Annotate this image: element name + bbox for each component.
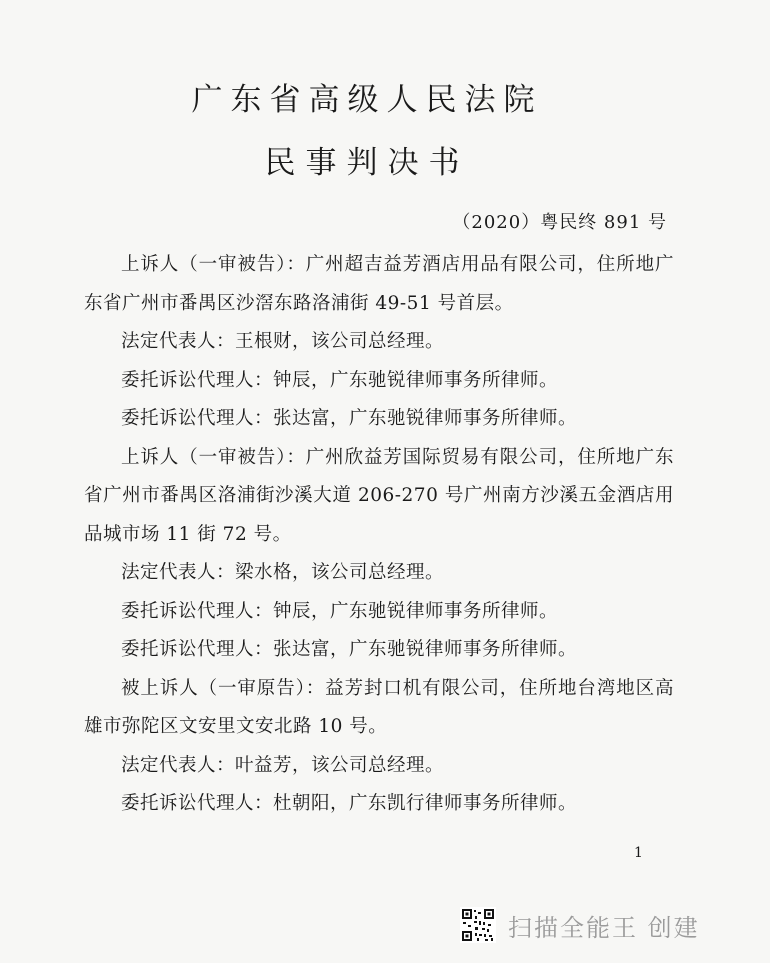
paragraph-agent-3: 委托诉讼代理人：杜朝阳，广东凯行律师事务所律师。 bbox=[121, 793, 578, 814]
paragraph-agent-2a: 委托诉讼代理人：钟辰，广东驰锐律师事务所律师。 bbox=[121, 600, 559, 622]
paragraph-appellant-2: 上诉人（一审被告）：广州欣益芳国际贸易有限公司，住所地广东省广州市番禺区洛浦街沙溪大道 206-270 号广州南方沙溪五金酒店用品城市场 11 街 72 号。 bbox=[84, 446, 674, 545]
scanner-watermark bbox=[460, 905, 700, 945]
paragraph-legal-rep-1: 法定代表人：王根财，该公司总经理。 bbox=[121, 331, 445, 352]
paragraph-agent-1b: 委托诉讼代理人：张达富，广东驰锐律师事务所律师。 bbox=[121, 408, 578, 429]
page-number: 1 bbox=[634, 845, 643, 861]
paragraph-legal-rep-2: 法定代表人：梁水格，该公司总经理。 bbox=[121, 562, 445, 583]
court-name: 广东省高级人民法院 bbox=[191, 82, 543, 118]
watermark-text: 扫描全能王 创建 bbox=[508, 913, 700, 942]
qr-code-icon bbox=[460, 907, 496, 943]
case-number: （2020）粤民终 891 号 bbox=[452, 212, 667, 233]
document-body bbox=[84, 246, 674, 824]
paragraph-appellant-1: 上诉人（一审被告）：广州超吉益芳酒店用品有限公司，住所地广东省广州市番禺区沙滘东路洛浦街 49-51 号首层。 bbox=[84, 254, 674, 314]
paragraph-appellee: 被上诉人（一审原告）：益芳封口机有限公司，住所地台湾地区高雄市弥陀区文安里文安北路 10 号。 bbox=[84, 677, 674, 737]
paragraph-agent-1a: 委托诉讼代理人：钟辰，广东驰锐律师事务所律师。 bbox=[121, 369, 559, 391]
paragraph-legal-rep-3: 法定代表人：叶益芳，该公司总经理。 bbox=[121, 754, 445, 776]
document-type-title: 民事判决书 bbox=[264, 145, 470, 181]
paragraph-agent-2b: 委托诉讼代理人：张达富，广东驰锐律师事务所律师。 bbox=[121, 639, 578, 660]
